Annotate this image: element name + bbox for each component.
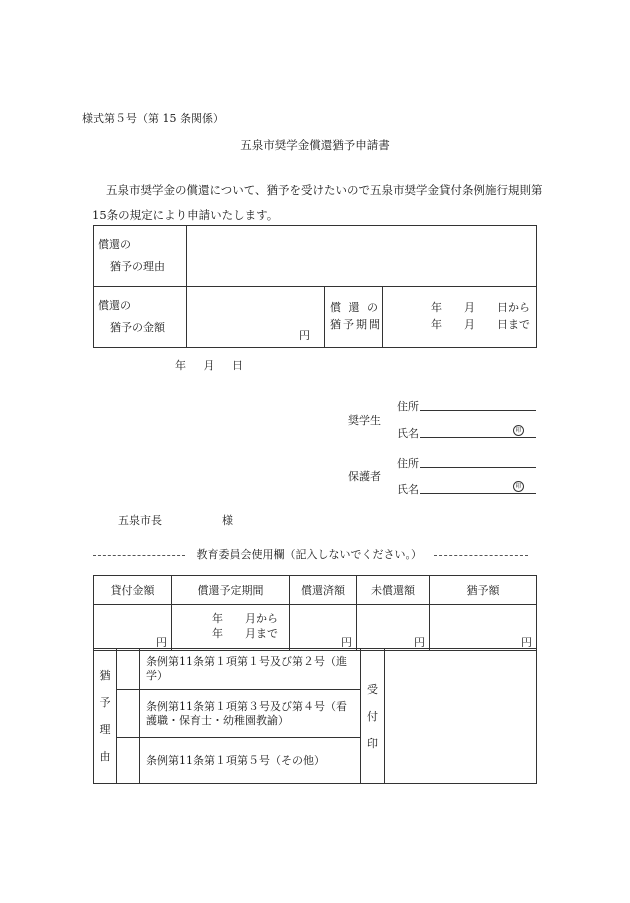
header-repayment-period: 償還予定期間 <box>172 576 290 605</box>
vlabel-char-3: 理 <box>99 723 111 736</box>
guardian-seal-icon: 印 <box>513 481 524 492</box>
amount-input-cell[interactable] <box>187 287 325 348</box>
office-use-caption: 教育委員会使用欄（記入しないでください。） <box>196 548 422 561</box>
header-deferred-amount: 猶予額 <box>430 576 537 605</box>
reason-checkbox-3[interactable] <box>117 738 140 784</box>
amount-label-line1: 償還の <box>98 299 131 312</box>
reason-text-2: 条例第11条第１項第３号及び第４号（看護職・保育士・幼稚園教諭） <box>140 690 361 738</box>
amount-label-cell <box>94 287 187 348</box>
repayment-to: 年 月まで <box>212 627 278 640</box>
mayor-label: 五泉市長 <box>118 514 162 527</box>
guardian-address-field[interactable] <box>420 467 536 468</box>
intro-line-1: 五泉市奨学金の償還について、猶予を受けたいので五泉市奨学金貸付条例施行規則第 <box>106 183 543 197</box>
header-loan-amount: 貸付金額 <box>94 576 172 605</box>
stamp-vertical-label <box>361 649 385 784</box>
student-address-field[interactable] <box>420 410 536 411</box>
vlabel-char-4: 由 <box>99 750 111 763</box>
student-seal-icon: 印 <box>513 425 524 436</box>
stamp-char-1: 受 <box>367 682 378 696</box>
deferred-amount-cell[interactable] <box>430 605 537 651</box>
dashed-line-left <box>93 555 185 556</box>
guardian-address-label: 住所 <box>397 457 419 470</box>
amount-yen-unit: 円 <box>299 329 310 342</box>
reason-input-cell[interactable] <box>187 226 537 287</box>
application-table <box>93 225 537 348</box>
stamp-char-2: 付 <box>367 709 378 723</box>
period-to-text: 年 月 日まで <box>431 318 531 331</box>
repaid-amount-cell[interactable] <box>290 605 357 651</box>
period-label-line1: 償 還 の <box>330 301 380 314</box>
application-date: 年 月 日 <box>175 359 243 372</box>
guardian-name-label: 氏名 <box>397 483 419 496</box>
vlabel-char-2: 予 <box>99 696 111 709</box>
stamp-char-3: 印 <box>367 736 378 750</box>
repayment-period-cell[interactable] <box>172 605 290 651</box>
header-repaid-amount: 償還済額 <box>290 576 357 605</box>
student-name-field[interactable] <box>420 437 536 438</box>
reason-text-3: 条例第11条第１項第５号（その他） <box>140 738 361 784</box>
office-use-divider <box>93 546 536 562</box>
loan-yen-unit: 円 <box>156 636 167 649</box>
form-number: 様式第５号（第 15 条関係） <box>82 112 224 125</box>
mayor-honorific: 様 <box>222 514 233 527</box>
guardian-name-field[interactable] <box>420 493 536 494</box>
deferred-yen-unit: 円 <box>521 636 532 649</box>
document-title: 五泉市奨学金償還猶予申請書 <box>240 138 390 152</box>
header-unpaid-amount: 未償還額 <box>357 576 430 605</box>
student-address-label: 住所 <box>397 400 419 413</box>
reason-text-1: 条例第11条第１項第１号及び第２号（進学） <box>140 649 361 690</box>
amount-label-line2: 猶予の金額 <box>110 321 165 334</box>
student-name-label: 氏名 <box>397 427 419 440</box>
student-label: 奨学生 <box>348 414 381 427</box>
vlabel-char-1: 猶 <box>99 669 111 682</box>
unpaid-yen-unit: 円 <box>414 636 425 649</box>
period-label-line2: 猶予期間 <box>330 318 382 331</box>
guardian-label: 保護者 <box>348 470 381 483</box>
period-from-text: 年 月 日から <box>431 301 531 314</box>
reason-label-line1: 償還の <box>98 238 131 251</box>
repaid-yen-unit: 円 <box>341 636 352 649</box>
reason-label-cell <box>94 226 187 287</box>
reason-checkbox-2[interactable] <box>117 690 140 738</box>
reason-label-line2: 猶予の理由 <box>110 260 165 273</box>
intro-paragraph <box>92 178 552 228</box>
unpaid-amount-cell[interactable] <box>357 605 430 651</box>
reception-stamp-area[interactable] <box>385 649 537 784</box>
office-amount-table <box>93 575 537 651</box>
reason-checkbox-1[interactable] <box>117 649 140 690</box>
dashed-line-right <box>434 555 528 556</box>
loan-amount-cell[interactable] <box>94 605 172 651</box>
deferral-reason-vertical-label <box>94 649 117 784</box>
period-input-cell[interactable] <box>383 287 537 348</box>
period-label-cell <box>325 287 383 348</box>
intro-line-2: 15条の規定により申請いたします。 <box>92 208 279 222</box>
deferral-reason-table <box>93 648 537 784</box>
repayment-from: 年 月から <box>212 612 278 625</box>
